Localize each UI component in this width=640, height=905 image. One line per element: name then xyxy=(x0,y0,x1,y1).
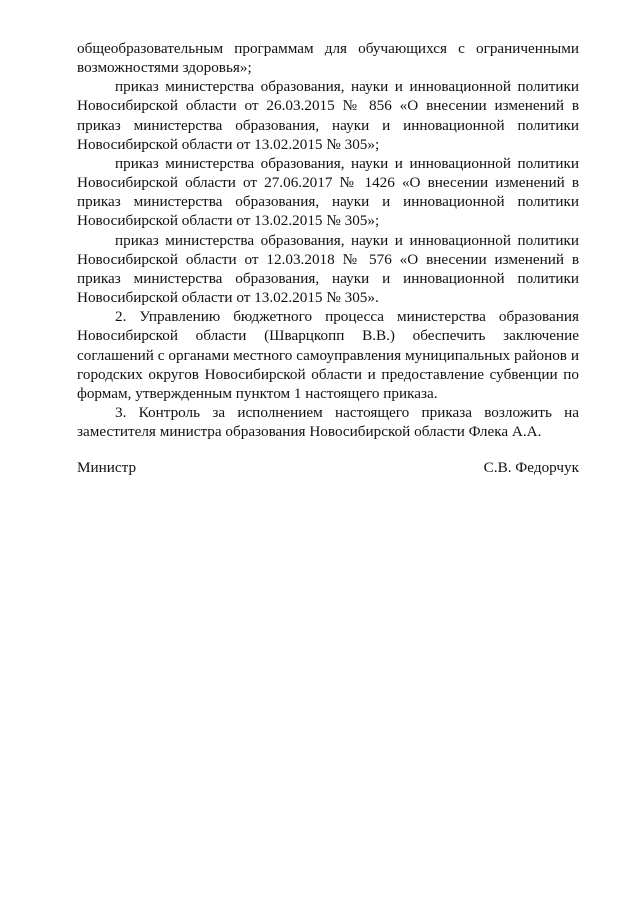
signature-position: Министр xyxy=(77,459,137,476)
signature-name: С.В. Федорчук xyxy=(483,459,579,476)
paragraph-item-3: 3. Контроль за исполнением настоящего приказа возложить на заместителя министра образования Новосибирской области Флека А.А. xyxy=(77,403,579,441)
document-body xyxy=(77,39,579,441)
paragraph-order-576: приказ министерства образования, науки и инновационной политики Новосибирской области от 12.03.2018 № 576 «О внесении изменений в приказ министерства образования, науки и инновационной политики Новосибирской области от 13.02.2015 № 305». xyxy=(77,231,579,307)
paragraph-item-2: 2. Управлению бюджетного процесса министерства образования Новосибирской области (Шварцкопп В.В.) обеспечить заключение соглашений с органами местного самоуправления муниципальных районов и городских округов Новосибирской области и предоставление субвенции по формам, утвержденным пунктом 1 настоящего приказа. xyxy=(77,308,579,402)
paragraph-order-856: приказ министерства образования, науки и инновационной политики Новосибирской области от 26.03.2015 № 856 «О внесении изменений в приказ министерства образования, науки и инновационной политики Новосибирской области от 13.02.2015 № 305»; xyxy=(77,78,579,153)
paragraph-order-1426: приказ министерства образования, науки и инновационной политики Новосибирской области от 27.06.2017 № 1426 «О внесении изменений в приказ министерства образования, науки и инновационной политики Новосибирской области от 13.02.2015 № 305»; xyxy=(77,154,579,230)
paragraph-continuation: общеобразовательным программам для обучающихся с ограниченными возможностями здоровья»; xyxy=(77,40,579,77)
signature-block xyxy=(77,458,579,477)
